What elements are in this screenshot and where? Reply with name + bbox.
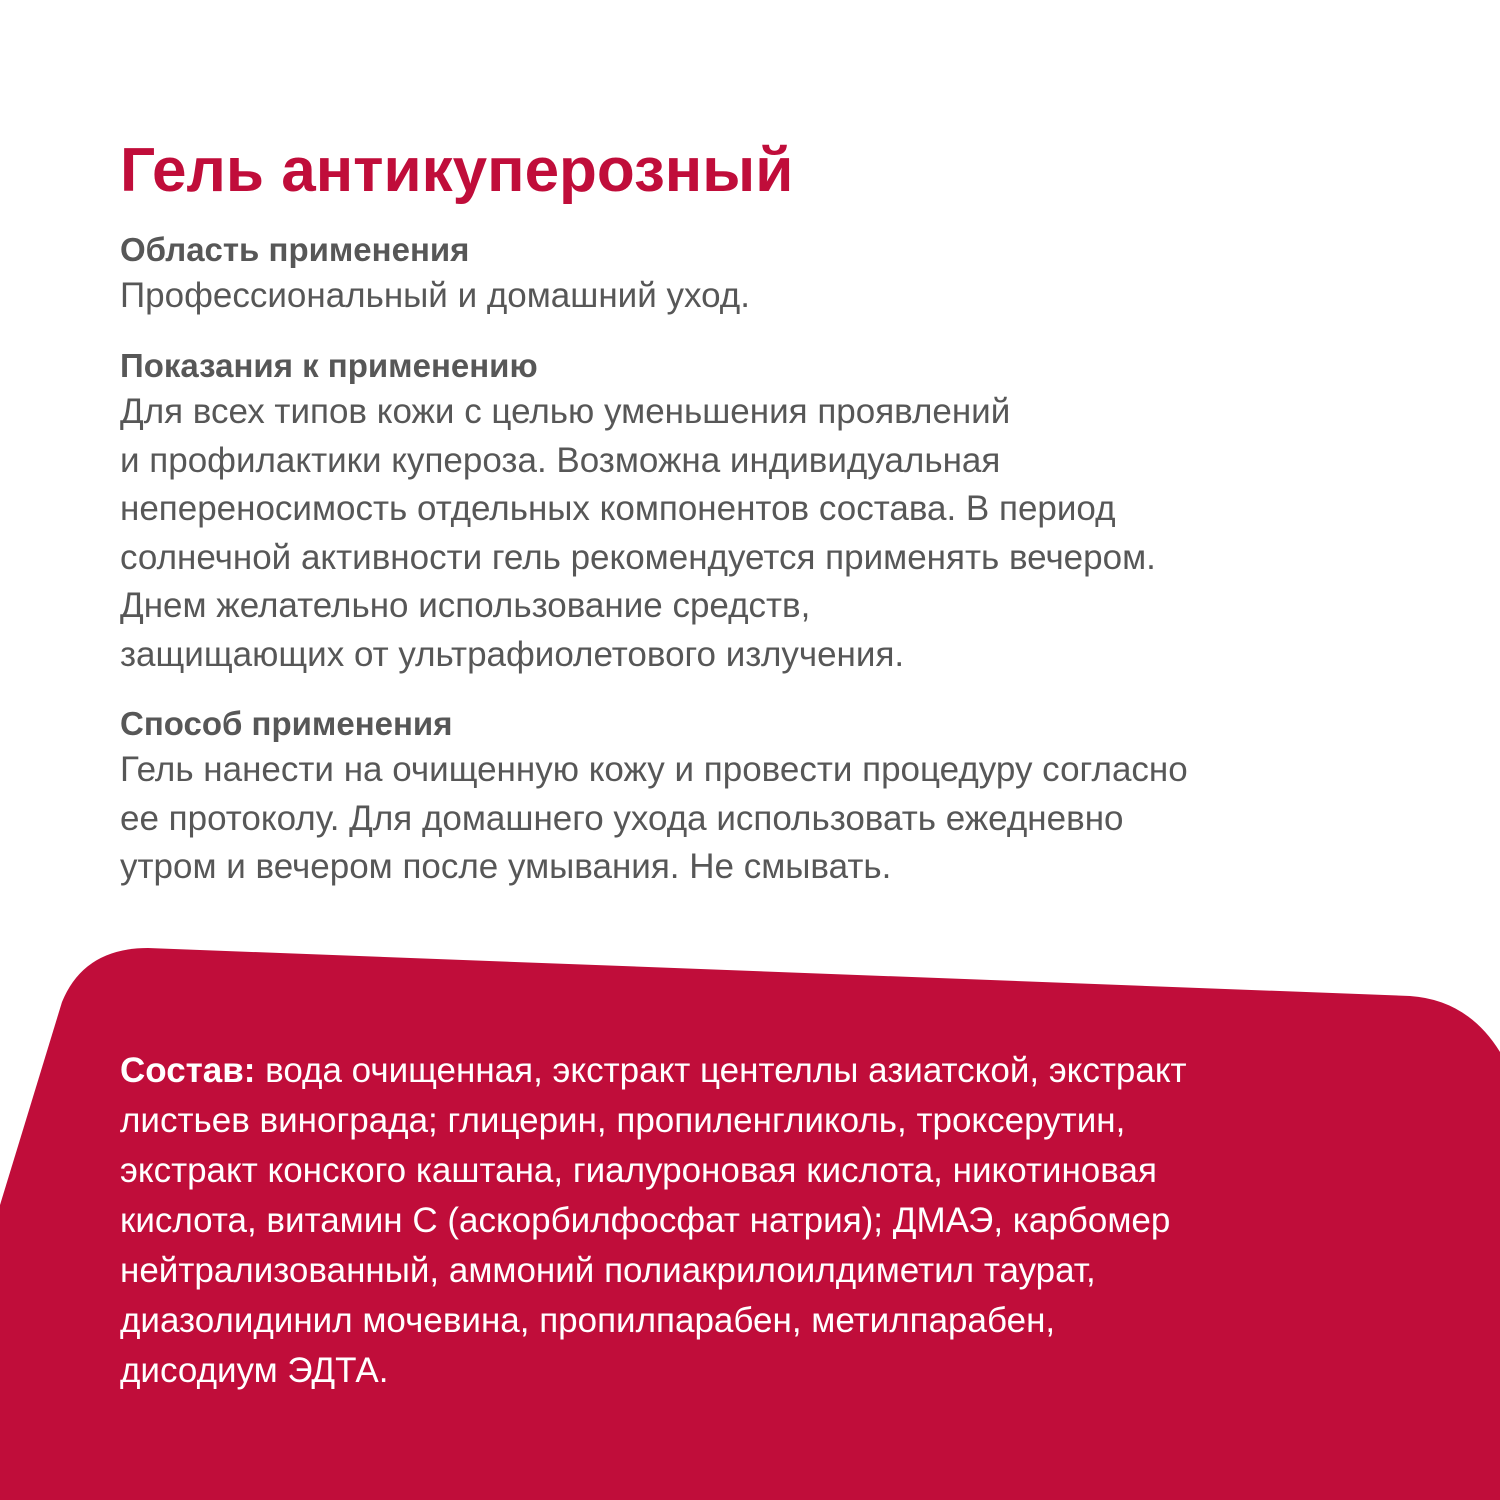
section-text-line: Днем желательно использование средств, <box>120 586 811 625</box>
section-application-area <box>120 228 750 321</box>
section-text-line: ее протоколу. Для домашнего ухода использовать ежедневно <box>120 798 1124 838</box>
section-text-line: непереносимость отдельных компонентов состава. В период <box>120 489 1116 528</box>
section-method-of-use <box>120 702 1188 892</box>
section-text-line: защищающих от ультрафиолетового излучения. <box>120 634 905 674</box>
section-text-line: Профессиональный и домашний уход. <box>120 276 750 315</box>
composition-text <box>120 1046 1187 1396</box>
section-heading: Область применения <box>120 231 470 268</box>
section-text-line: Для всех типов кожи с целью уменьшения проявлений <box>120 392 1011 431</box>
composition-first-line: вода очищенная, экстракт центеллы азиатской, экстракт <box>255 1051 1187 1090</box>
section-text-line: и профилактики купероза. Возможна индивидуальная <box>120 440 1001 480</box>
composition-label: Состав: <box>120 1051 256 1090</box>
section-text-line: солнечной активности гель рекомендуется применять вечером. <box>120 537 1156 577</box>
section-heading: Показания к применению <box>120 347 538 384</box>
composition-line: нейтрализованный, аммоний полиакрилоилдиметил таурат, <box>120 1251 1096 1290</box>
composition-line: экстракт конского каштана, гиалуроновая кислота, никотиновая <box>120 1151 1157 1190</box>
section-text-line: Гель нанести на очищенную кожу и провести процедуру согласно <box>120 750 1188 789</box>
page-title: Гель антикуперозный <box>120 136 794 205</box>
composition-line <box>120 1046 1187 1096</box>
composition-line: диазолидинил мочевина, пропилпарабен, метилпарабен, <box>120 1301 1056 1340</box>
section-text-line: утром и вечером после умывания. Не смывать. <box>120 847 892 886</box>
section-indications <box>120 344 1156 679</box>
composition-line: листьев винограда; глицерин, пропиленгликоль, троксерутин, <box>120 1101 1126 1140</box>
composition-line: дисодиум ЭДТА. <box>120 1351 389 1390</box>
composition-line: кислота, витамин С (аскорбилфосфат натрия); ДМАЭ, карбомер <box>120 1201 1171 1240</box>
section-heading: Способ применения <box>120 705 453 742</box>
